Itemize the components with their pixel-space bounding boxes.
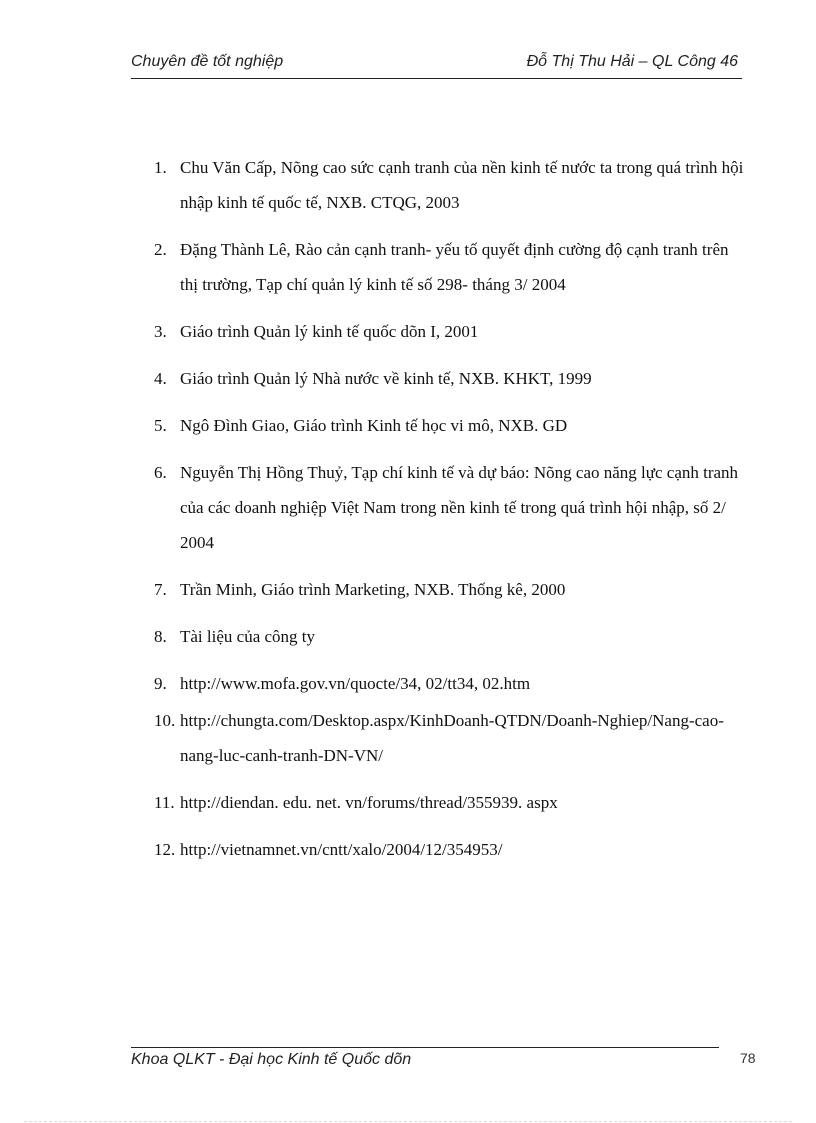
reference-text: Nguyễn Thị Hồng Thuỷ, Tạp chí kinh tế và dự báo: Nõng cao năng lực cạnh tranh của các doanh nghiệp Việt Nam trong nền kinh tế trong quá trình hội nhập, số 2/ 2004 <box>180 463 739 552</box>
reference-link: http://vietnamnet.vn/cntt/xalo/2004/12/354953/ <box>180 840 503 859</box>
reference-link: http://diendan. edu. net. vn/forums/thread/355939. aspx <box>180 793 558 812</box>
reference-text: Đặng Thành Lê, Rào cản cạnh tranh- yếu tố quyết định cường độ cạnh tranh trên thị trường, Tạp chí quản lý kinh tế số 298- tháng 3/ 2004 <box>180 240 729 294</box>
header-document-title: Chuyên đề tốt nghiệp <box>131 53 284 70</box>
reference-item <box>154 832 744 867</box>
reference-text: Giáo trình Quản lý kinh tế quốc dõn I, 2001 <box>180 322 479 341</box>
reference-list <box>154 150 744 879</box>
reference-number: 12. <box>154 840 176 859</box>
header-author: Đỗ Thị Thu Hải – QL Công 46 <box>526 53 738 70</box>
reference-item <box>154 232 744 302</box>
reference-text: Chu Văn Cấp, Nõng cao sức cạnh tranh của nền kinh tế nước ta trong quá trình hội nhập kinh tế quốc tế, NXB. CTQG, 2003 <box>180 158 744 212</box>
page-footer <box>131 1047 719 1068</box>
reference-item <box>154 408 744 443</box>
reference-number: 9. <box>154 674 167 693</box>
reference-number: 4. <box>154 369 167 388</box>
reference-number: 6. <box>154 463 167 482</box>
reference-number: 2. <box>154 240 167 259</box>
page-header <box>131 52 742 79</box>
reference-item <box>154 619 744 654</box>
reference-item <box>154 785 744 820</box>
reference-number: 1. <box>154 158 167 177</box>
reference-number: 3. <box>154 322 167 341</box>
reference-item <box>154 455 744 560</box>
reference-number: 11. <box>154 793 175 812</box>
reference-number: 10. <box>154 711 176 730</box>
reference-item <box>154 314 744 349</box>
reference-number: 8. <box>154 627 167 646</box>
reference-link: http://chungta.com/Desktop.aspx/KinhDoanh-QTDN/Doanh-Nghiep/Nang-cao-nang-luc-canh-tranh-DN-VN/ <box>180 711 724 765</box>
reference-number: 7. <box>154 580 167 599</box>
page-number: 78 <box>740 1050 756 1066</box>
footer-institution: Khoa QLKT - Đại học Kinh tế Quốc dõn <box>131 1051 412 1068</box>
reference-number: 5. <box>154 416 167 435</box>
reference-item <box>154 703 744 773</box>
reference-item <box>154 150 744 220</box>
reference-item <box>154 572 744 607</box>
reference-text: Giáo trình Quản lý Nhà nước về kinh tế, NXB. KHKT, 1999 <box>180 369 592 388</box>
page-bottom-divider <box>24 1121 792 1122</box>
reference-text: Tài liệu của công ty <box>180 627 316 646</box>
reference-text: Ngô Đình Giao, Giáo trình Kinh tế học vi mô, NXB. GD <box>180 416 568 435</box>
reference-item <box>154 666 744 701</box>
reference-link: http://www.mofa.gov.vn/quocte/34, 02/tt34, 02.htm <box>180 674 531 693</box>
reference-text: Trần Minh, Giáo trình Marketing, NXB. Thống kê, 2000 <box>180 580 566 599</box>
reference-item <box>154 361 744 396</box>
